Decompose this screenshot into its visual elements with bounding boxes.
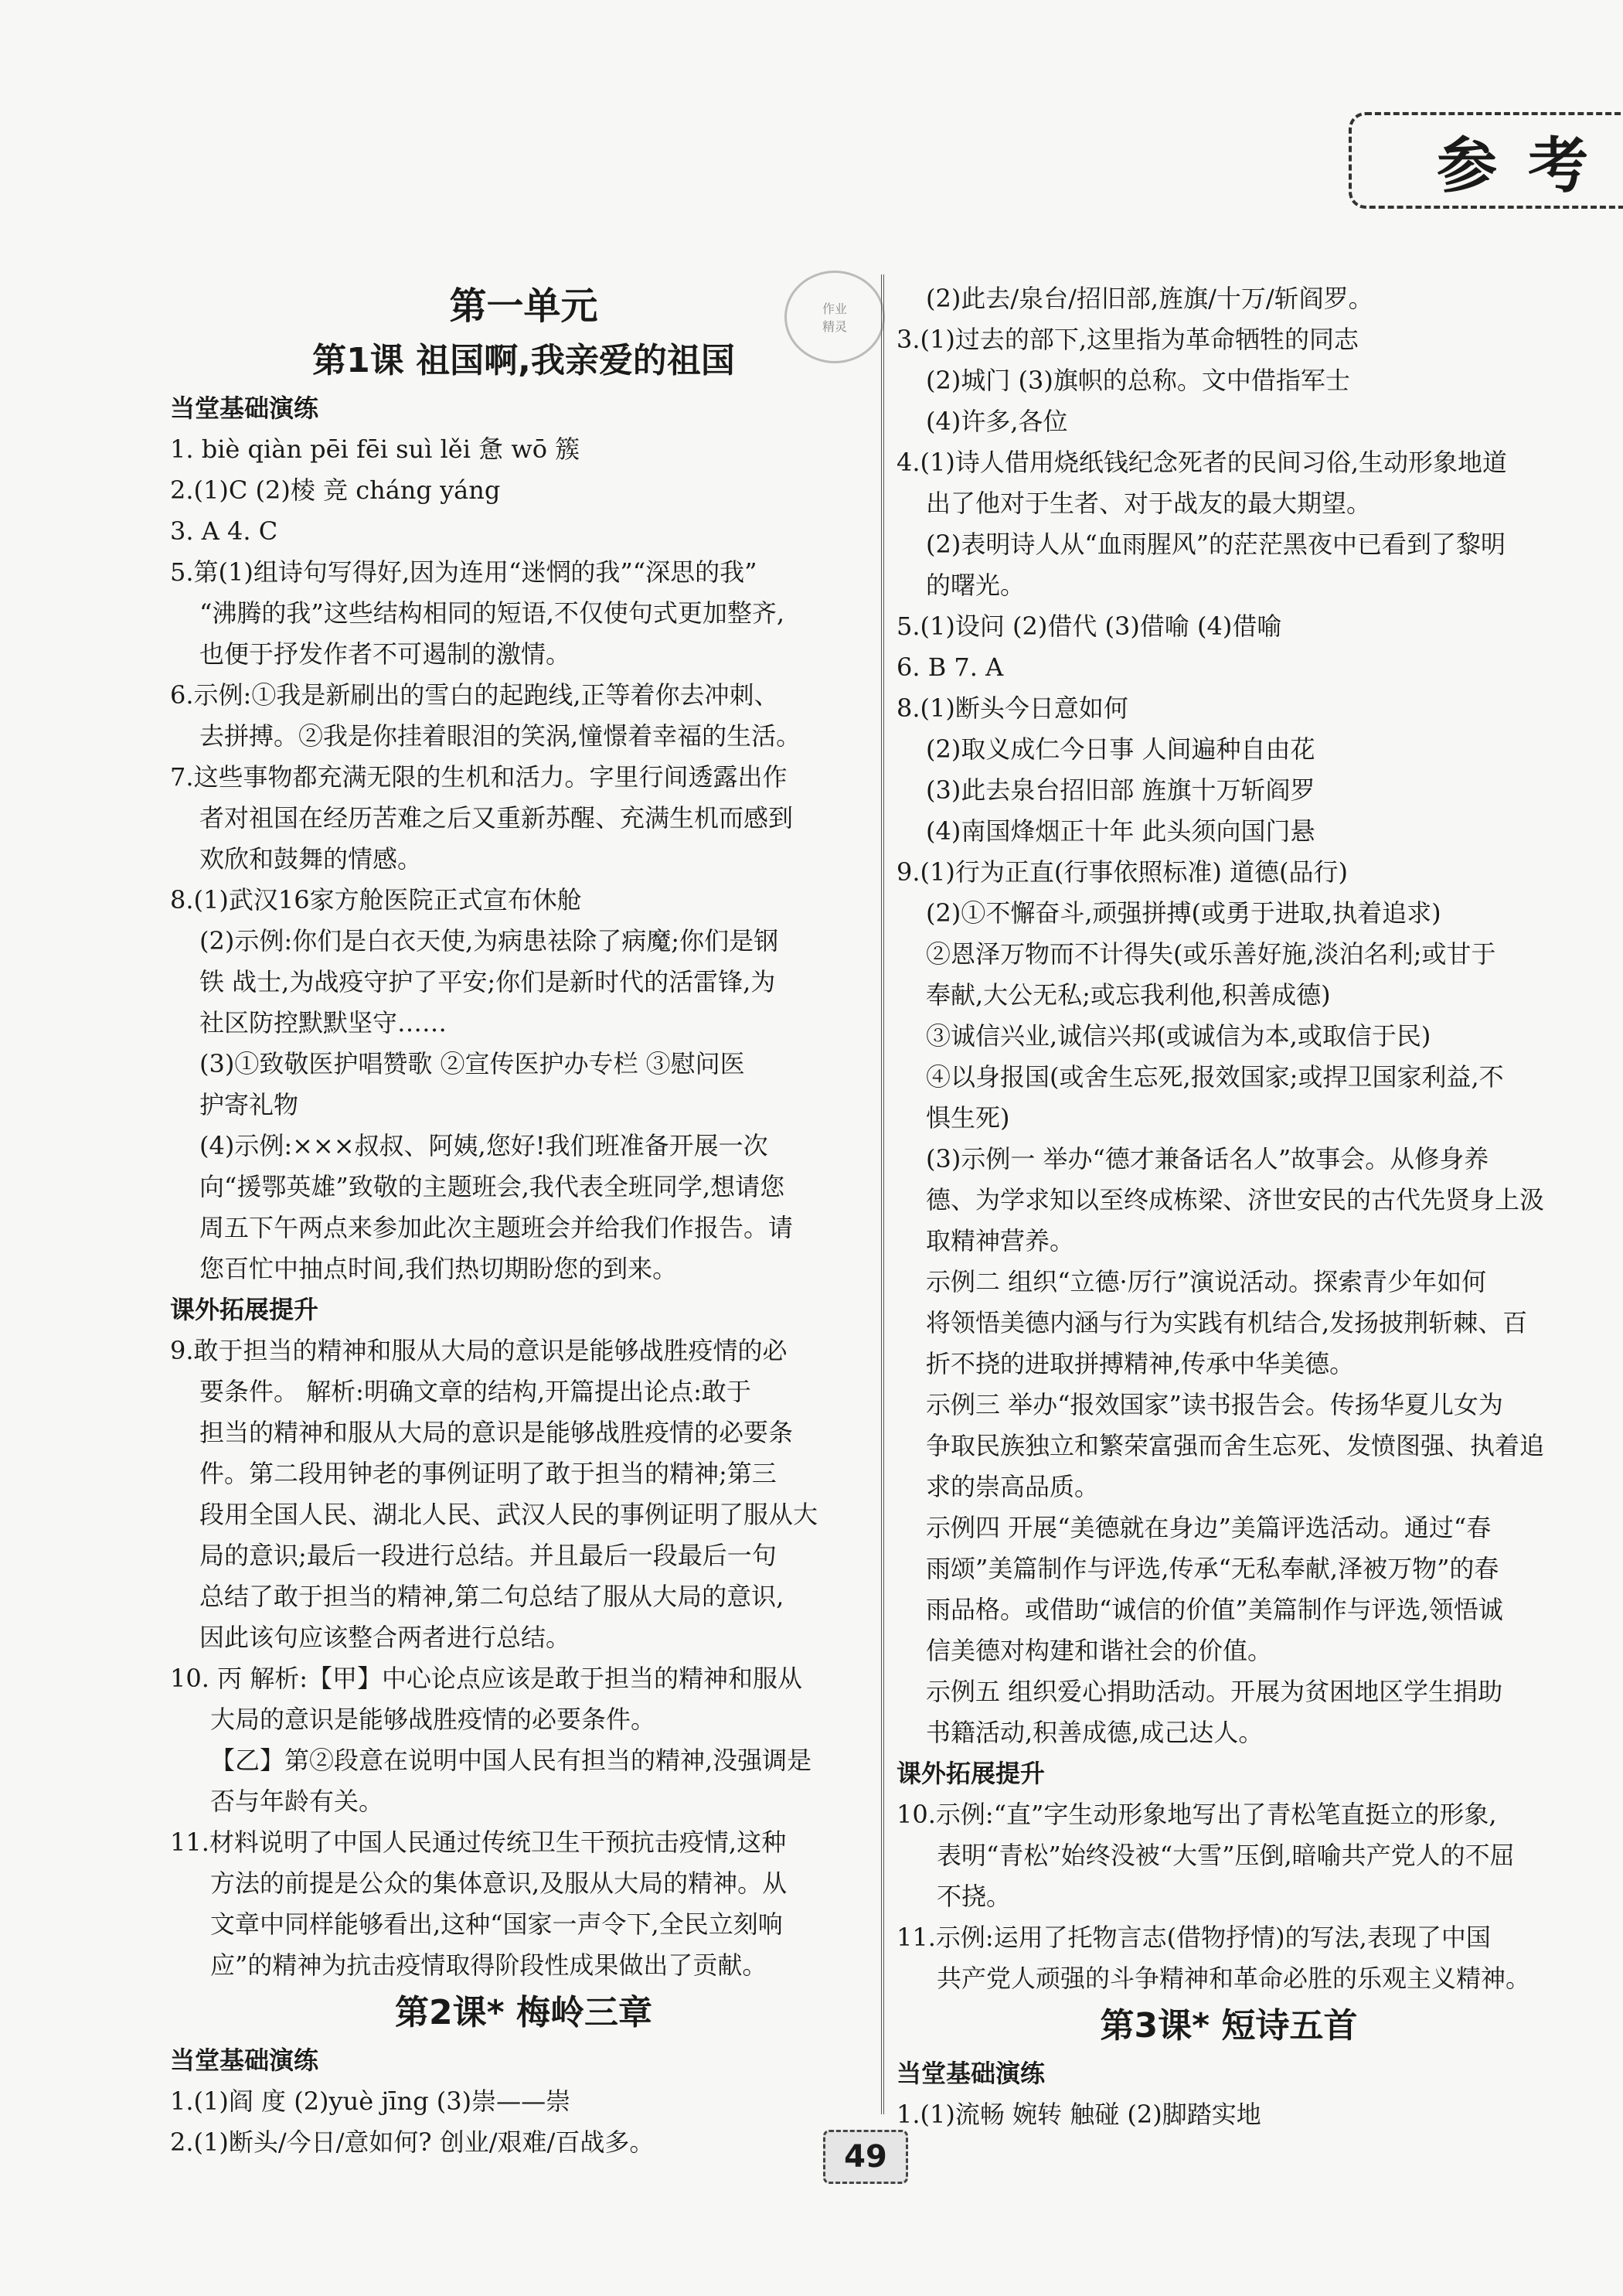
answer-line: 1.(1)流畅 婉转 触碰 (2)脚踏实地 — [897, 2100, 1261, 2129]
answer-line: 护寄礼物 — [199, 1090, 299, 1119]
answer-line: 也便于抒发作者不可遏制的激情。 — [199, 639, 571, 669]
answer-line: 9.(1)行为正直(行事依照标准) 道德(品行) — [897, 857, 1348, 887]
answer-line: (4)南国烽烟正十年 此头须向国门悬 — [926, 816, 1315, 846]
answer-line: 惧生死) — [926, 1103, 1010, 1133]
answer-line: 担当的精神和服从大局的意识是能够战胜疫情的必要条 — [199, 1418, 794, 1447]
answer-line: 折不挠的进取拼搏精神,传承中华美德。 — [926, 1349, 1355, 1378]
left-column — [170, 278, 877, 2163]
answer-line: 周五下午两点来参加此次主题班会并给我们作报告。请 — [199, 1213, 794, 1242]
answer-line: 去拼搏。②我是你挂着眼泪的笑涡,憧憬着幸福的生活。 — [199, 721, 801, 751]
answer-line: 表明“青松”始终没被“大雪”压倒,暗喻共产党人的不屈 — [937, 1841, 1515, 1870]
answer-line: 否与年龄有关。 — [210, 1787, 384, 1816]
answer-line: ③诚信兴业,诚信兴邦(或诚信为本,或取信于民) — [926, 1021, 1431, 1051]
answer-line: 11.示例:运用了托物言志(借物抒情)的写法,表现了中国 — [897, 1923, 1491, 1952]
answer-section-tab — [1349, 112, 1623, 209]
answer-line: 【乙】第②段意在说明中国人民有担当的精神,没强调是 — [210, 1746, 812, 1775]
answer-line: (4)示例:×××叔叔、阿姨,您好!我们班准备开展一次 — [199, 1131, 768, 1160]
page-number: 49 — [823, 2130, 908, 2184]
answer-line: (2)①不懈奋斗,顽强拼搏(或勇于进取,执着追求) — [926, 898, 1441, 928]
right-column — [897, 278, 1561, 2135]
section-basic-3: 当堂基础演练 — [897, 2059, 1046, 2088]
answer-line: 要条件。 解析:明确文章的结构,开篇提出论点:敢于 — [199, 1377, 751, 1406]
answer-line: (3)此去泉台招旧部 旌旗十万斩阎罗 — [926, 775, 1315, 805]
answer-line: 示例三 举办“报效国家”读书报告会。传扬华夏儿女为 — [926, 1390, 1503, 1419]
answer-line: (2)表明诗人从“血雨腥风”的茫茫黑夜中已看到了黎明 — [926, 530, 1506, 559]
answer-line: 大局的意识是能够战胜疫情的必要条件。 — [210, 1705, 656, 1734]
answer-line: 不挠。 — [937, 1882, 1012, 1911]
answer-line: 将领悟美德内涵与行为实践有机结合,发扬披荆斩棘、百 — [926, 1308, 1528, 1337]
answer-line: 向“援鄂英雄”致敬的主题班会,我代表全班同学,想请您 — [199, 1172, 785, 1201]
answer-line: 您百忙中抽点时间,我们热切期盼您的到来。 — [199, 1254, 678, 1283]
answer-line: (3)示例一 举办“德才兼备话名人”故事会。从修身养 — [926, 1144, 1489, 1174]
tab-label: 参考 — [1437, 131, 1620, 201]
answer-line: 2.(1)断头/今日/意如何? 创业/艰难/百战多。 — [170, 2127, 655, 2157]
answer-line: 的曙光。 — [926, 571, 1026, 600]
lesson2-title: 第2课* 梅岭三章 — [395, 1993, 652, 2032]
section-extension: 课外拓展提升 — [170, 1295, 319, 1324]
answer-line: 10. 丙 解析:【甲】中心论点应该是敢于担当的精神和服从 — [170, 1664, 803, 1693]
answer-line: 示例五 组织爱心捐助活动。开展为贫困地区学生捐助 — [926, 1677, 1503, 1706]
section-basic: 当堂基础演练 — [170, 393, 319, 423]
answer-line: 4.(1)诗人借用烧纸钱纪念死者的民间习俗,生动形象地道 — [897, 448, 1508, 477]
answer-line: 德、为学求知以至终成栋梁、济世安民的古代先贤身上汲 — [926, 1185, 1545, 1214]
answer-line: 件。第二段用钟老的事例证明了敢于担当的精神;第三 — [199, 1459, 777, 1488]
answer-line: 文章中同样能够看出,这种“国家一声令下,全民立刻响 — [210, 1909, 783, 1939]
column-divider — [881, 274, 884, 2114]
answer-line: 6.示例:①我是新刷出的雪白的起跑线,正等着你去冲刺、 — [170, 680, 779, 710]
lesson3-title: 第3课* 短诗五首 — [1100, 2006, 1358, 2046]
answer-line: (2)示例:你们是白衣天使,为病患祛除了病魔;你们是钢 — [199, 926, 779, 956]
section-extension-2: 课外拓展提升 — [897, 1759, 1046, 1788]
lesson1-title: 第1课 祖国啊,我亲爱的祖国 — [312, 341, 735, 380]
answer-line: 出了他对于生者、对于战友的最大期望。 — [926, 489, 1372, 518]
answer-line: 求的崇高品质。 — [926, 1472, 1100, 1501]
answer-line: 段用全国人民、湖北人民、武汉人民的事例证明了服从大 — [199, 1500, 818, 1529]
answer-line: ④以身报国(或舍生忘死,报效国家;或捍卫国家利益,不 — [926, 1062, 1504, 1092]
answer-line: 应”的精神为抗击疫情取得阶段性成果做出了贡献。 — [210, 1950, 767, 1980]
answer-line: “沸腾的我”这些结构相同的短语,不仅使句式更加整齐, — [199, 598, 785, 628]
answer-line: 社区防控默默坚守…… — [199, 1008, 447, 1037]
answer-line: 2.(1)C (2)棱 竞 cháng yáng — [170, 475, 501, 505]
answer-line: 8.(1)断头今日意如何 — [897, 693, 1128, 723]
answer-line: 欢欣和鼓舞的情感。 — [199, 844, 423, 874]
answer-line: 10.示例:“直”字生动形象地写出了青松笔直挺立的形象, — [897, 1800, 1497, 1829]
answer-line: 共产党人顽强的斗争精神和革命必胜的乐观主义精神。 — [937, 1964, 1531, 1993]
answer-line: 局的意识;最后一段进行总结。并且最后一段最后一句 — [199, 1541, 777, 1570]
answer-line: 1.(1)阎 度 (2)yuè jīng (3)崇——崇 — [170, 2086, 571, 2116]
answer-line: 11.材料说明了中国人民通过传统卫生干预抗击疫情,这种 — [170, 1828, 787, 1857]
answer-line: 5.(1)设问 (2)借代 (3)借喻 (4)借喻 — [897, 611, 1282, 641]
answer-line: 书籍活动,积善成德,成己达人。 — [926, 1718, 1264, 1747]
answer-line: 争取民族独立和繁荣富强而舍生忘死、发愤图强、执着追 — [926, 1431, 1545, 1460]
answer-line: (2)城门 (3)旗帜的总称。文中借指军士 — [926, 366, 1350, 395]
answer-line: 1. biè qiàn pēi fēi suì lěi 惫 wō 簇 — [170, 434, 580, 464]
answer-line: ②恩泽万物而不计得失(或乐善好施,淡泊名利;或甘于 — [926, 939, 1496, 969]
answer-line: (2)此去/泉台/招旧部,旌旗/十万/斩阎罗。 — [926, 284, 1373, 313]
answer-line: 者对祖国在经历苦难之后又重新苏醒、充满生机而感到 — [199, 803, 794, 833]
answer-line: (2)取义成仁今日事 人间遍种自由花 — [926, 734, 1315, 764]
answer-line: 信美德对构建和谐社会的价值。 — [926, 1636, 1273, 1665]
answer-line: 雨品格。或借助“诚信的价值”美篇制作与评选,领悟诚 — [926, 1595, 1503, 1624]
answer-line: 奉献,大公无私;或忘我利他,积善成德) — [926, 980, 1331, 1010]
answer-line: 示例四 开展“美德就在身边”美篇评选活动。通过“春 — [926, 1513, 1492, 1542]
answer-line: 方法的前提是公众的集体意识,及服从大局的精神。从 — [210, 1868, 788, 1898]
section-basic-2: 当堂基础演练 — [170, 2046, 319, 2075]
answer-line: 因此该句应该整合两者进行总结。 — [199, 1623, 571, 1652]
answer-line: 7.这些事物都充满无限的生机和活力。字里行间透露出作 — [170, 762, 788, 792]
answer-line: 雨颂”美篇制作与评选,传承“无私奉献,泽被万物”的春 — [926, 1554, 1499, 1583]
answer-line: 总结了敢于担当的精神,第二句总结了服从大局的意识, — [199, 1582, 784, 1611]
stamp-line2: 精灵 — [822, 319, 847, 334]
answer-line: (4)许多,各位 — [926, 407, 1068, 436]
stamp-line1: 作业 — [822, 301, 847, 316]
answer-line: 3.(1)过去的部下,这里指为革命牺牲的同志 — [897, 325, 1359, 354]
answer-line: 示例二 组织“立德·厉行”演说活动。探索青少年如何 — [926, 1267, 1487, 1296]
answer-line: (3)①致敬医护唱赞歌 ②宣传医护办专栏 ③慰问医 — [199, 1049, 745, 1078]
answer-line: 5.第(1)组诗句写得好,因为连用“迷惘的我”“深思的我” — [170, 557, 757, 587]
answer-line: 9.敢于担当的精神和服从大局的意识是能够战胜疫情的必 — [170, 1336, 788, 1365]
answer-line: 3. A 4. C — [170, 516, 278, 546]
answer-line: 8.(1)武汉16家方舱医院正式宣布休舱 — [170, 885, 582, 915]
answer-line: 取精神营养。 — [926, 1226, 1075, 1255]
unit-title: 第一单元 — [449, 284, 598, 328]
answer-line: 6. B 7. A — [897, 652, 1004, 682]
answer-line: 铁 战士,为战疫守护了平安;你们是新时代的活雷锋,为 — [199, 967, 776, 996]
